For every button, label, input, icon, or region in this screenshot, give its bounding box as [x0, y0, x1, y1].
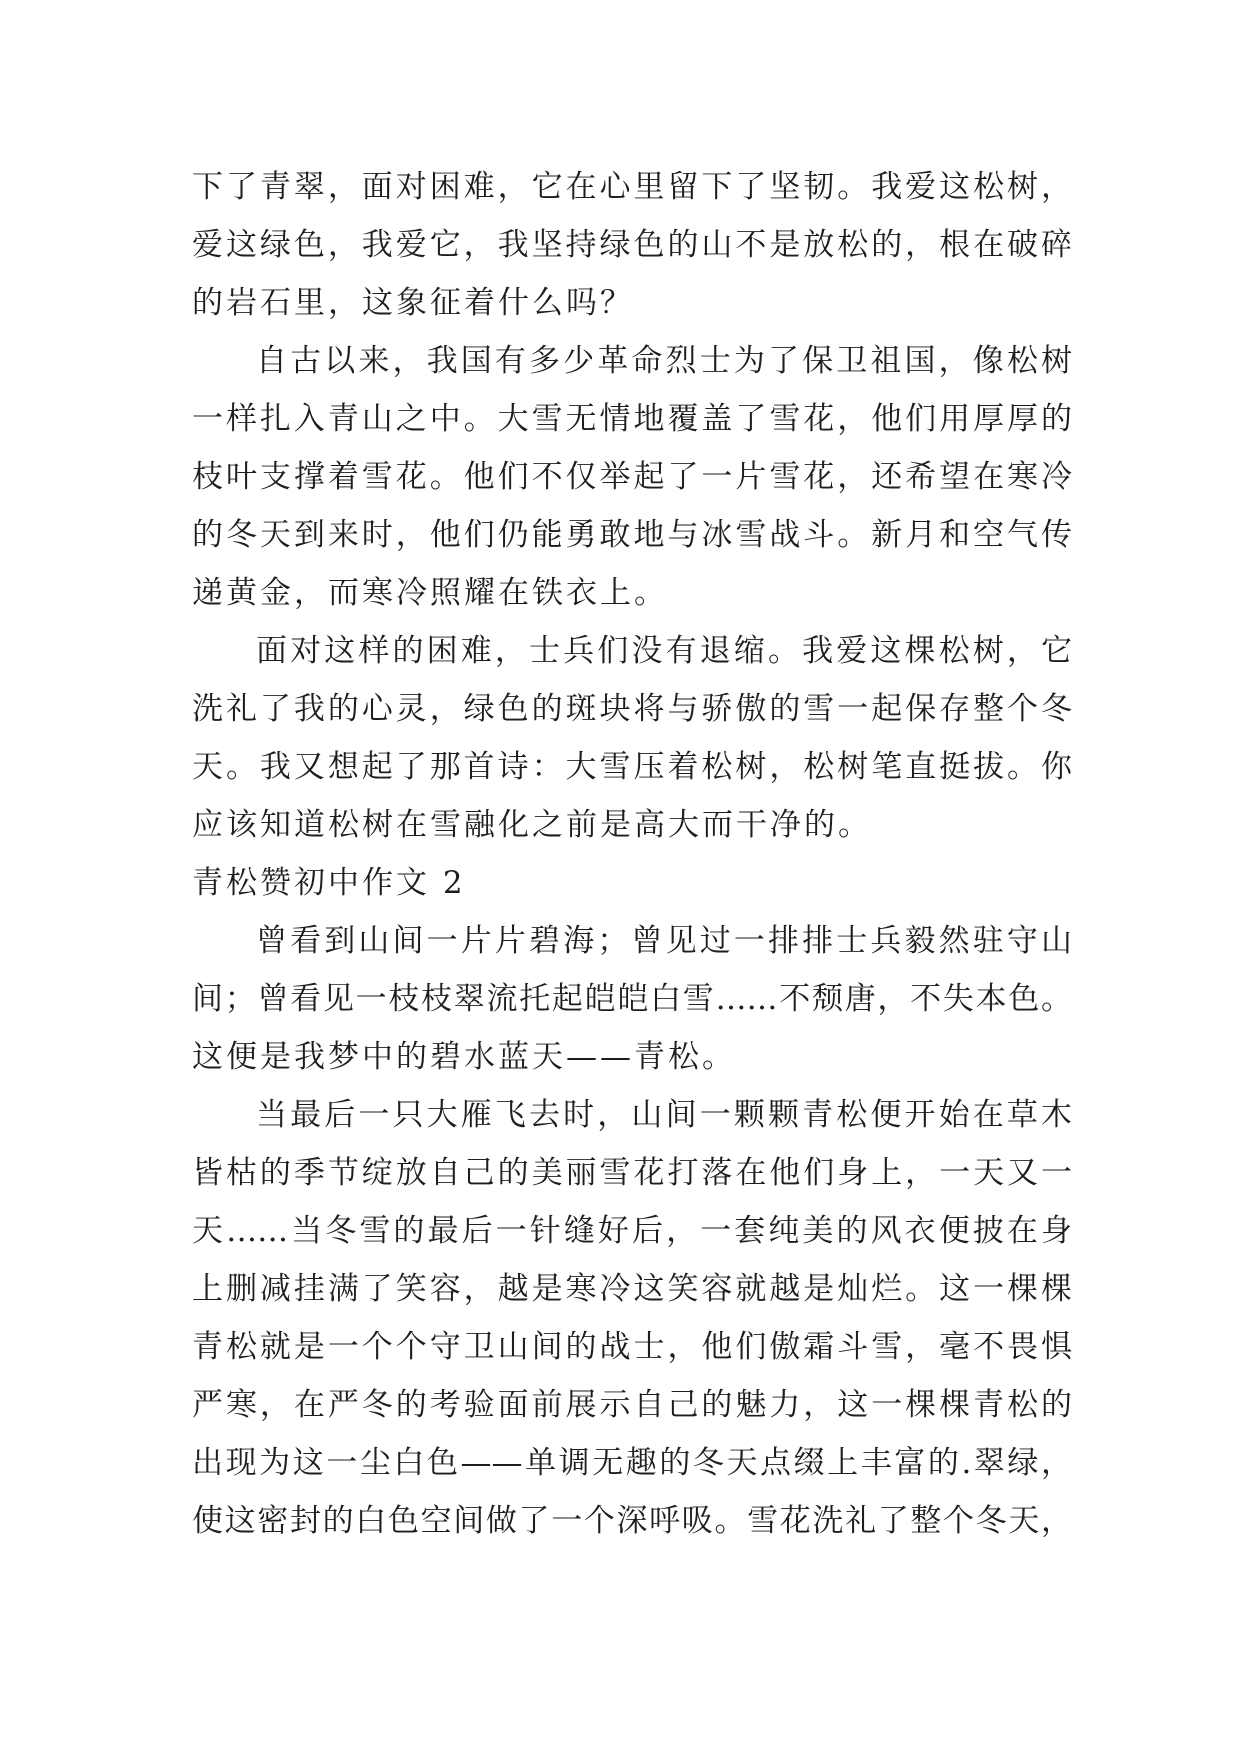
text-line: 的冬天到来时，他们仍能勇敢地与冰雪战斗。新月和空气传 — [192, 517, 1072, 553]
text-line: 的岩石里，这象征着什么吗？ — [192, 285, 634, 321]
paragraph-first-line: 自古以来，我国有多少革命烈士为了保卫祖国，像松树 — [256, 343, 1072, 379]
text-line: 应该知道松树在雪融化之前是高大而干净的。 — [192, 807, 872, 843]
paragraph-first-line: 面对这样的困难，士兵们没有退缩。我爱这棵松树，它 — [256, 633, 1072, 669]
section-heading: 青松赞初中作文 2 — [192, 865, 466, 901]
text-line: 天。我又想起了那首诗：大雪压着松树，松树笔直挺拔。你 — [192, 749, 1072, 785]
text-line: 爱这绿色，我爱它，我坚持绿色的山不是放松的，根在破碎 — [192, 227, 1072, 263]
text-line: 一样扎入青山之中。大雪无情地覆盖了雪花，他们用厚厚的 — [192, 401, 1072, 437]
text-line: 这便是我梦中的碧水蓝天——青松。 — [192, 1039, 736, 1075]
text-line: 下了青翠，面对困难，它在心里留下了坚韧。我爱这松树， — [192, 169, 1072, 205]
document-body — [192, 158, 1072, 1550]
text-line: 天……当冬雪的最后一针缝好后，一套纯美的风衣便披在身 — [192, 1213, 1072, 1249]
text-line: 间；曾看见一枝枝翠流托起皑皑白雪……不颓唐，不失本色。 — [192, 981, 1072, 1017]
paragraph-first-line: 曾看到山间一片片碧海；曾见过一排排士兵毅然驻守山 — [256, 923, 1072, 959]
paragraph-first-line: 当最后一只大雁飞去时，山间一颗颗青松便开始在草木 — [256, 1097, 1072, 1133]
text-line: 上删减挂满了笑容，越是寒冷这笑容就越是灿烂。这一棵棵 — [192, 1271, 1072, 1307]
text-line: 枝叶支撑着雪花。他们不仅举起了一片雪花，还希望在寒冷 — [192, 459, 1072, 495]
text-line: 严寒，在严冬的考验面前展示自己的魅力，这一棵棵青松的 — [192, 1387, 1072, 1423]
text-line: 洗礼了我的心灵，绿色的斑块将与骄傲的雪一起保存整个冬 — [192, 691, 1072, 727]
text-line: 皆枯的季节绽放自己的美丽雪花打落在他们身上，一天又一 — [192, 1155, 1072, 1191]
text-line: 出现为这一尘白色——单调无趣的冬天点缀上丰富的.翠绿， — [192, 1445, 1072, 1481]
text-line: 递黄金，而寒冷照耀在铁衣上。 — [192, 575, 668, 611]
text-line: 青松就是一个个守卫山间的战士，他们傲霜斗雪，毫不畏惧 — [192, 1329, 1072, 1365]
text-line: 使这密封的白色空间做了一个深呼吸。雪花洗礼了整个冬天， — [192, 1503, 1072, 1539]
